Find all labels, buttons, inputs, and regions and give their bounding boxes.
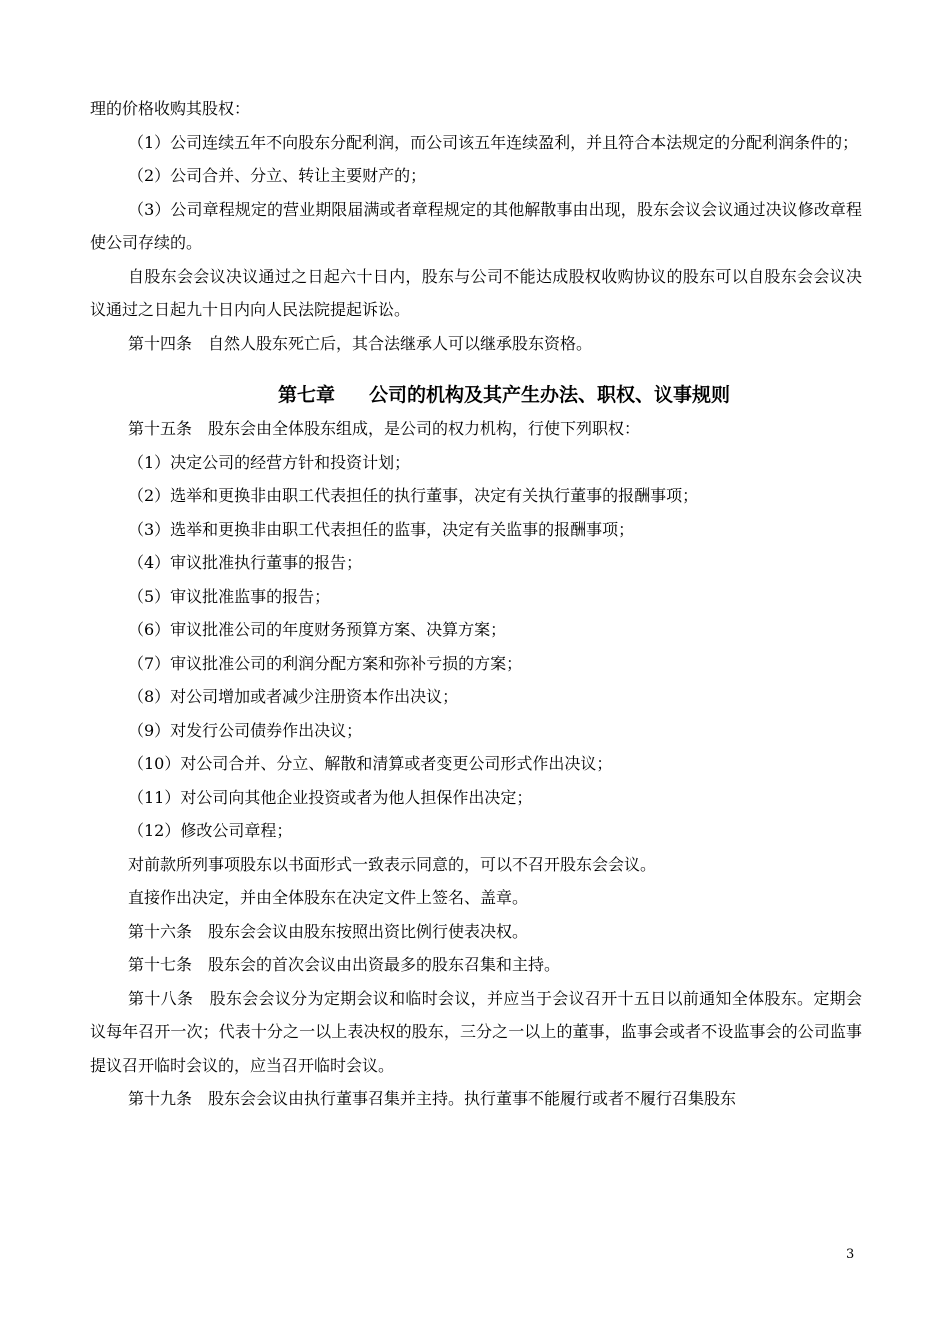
paragraph: （12）修改公司章程； — [128, 821, 293, 840]
paragraph: 第十四条 自然人股东死亡后，其合法继承人可以继承股东资格。 — [128, 333, 593, 353]
paragraph: 理的价格收购其股权： — [90, 99, 251, 118]
paragraph: （3）公司章程规定的营业期限届满或者章程规定的其他解散事由出现，股东会议会议通过决议修改章程使公司存续的。 — [90, 199, 862, 252]
paragraph: 第十八条 股东会会议分为定期会议和临时会议，并应当于会议召开十五日以前通知全体股东。定期会议每年召开一次；代表十分之一以上表决权的股东，三分之一以上的董事，监事会或者不设监事会的公司监事提议召开临时会议的，应当召开临时会议。 — [90, 988, 862, 1075]
paragraph: （3）选举和更换非由职工代表担任的监事，决定有关监事的报酬事项； — [128, 519, 635, 539]
paragraph: 第十七条 股东会的首次会议由出资最多的股东召集和主持。 — [128, 955, 561, 974]
paragraph: 第十六条 股东会会议由股东按照出资比例行使表决权。 — [128, 921, 529, 941]
paragraph: （7）审议批准公司的利润分配方案和弥补亏损的方案； — [128, 653, 523, 673]
paragraph: （1）公司连续五年不向股东分配利润，而公司该五年连续盈利，并且符合本法规定的分配利润条件的； — [128, 132, 859, 152]
paragraph: （4）审议批准执行董事的报告； — [128, 553, 363, 572]
paragraph: （11）对公司向其他企业投资或者为他人担保作出决定； — [128, 787, 533, 807]
paragraphs-after-heading — [90, 412, 862, 1116]
paragraph: 第十九条 股东会会议由执行董事召集并主持。执行董事不能履行或者不履行召集股东 — [128, 1089, 737, 1108]
paragraph: （8）对公司增加或者减少注册资本作出决议； — [128, 687, 459, 706]
paragraph: 直接作出决定，并由全体股东在决定文件上签名、盖章。 — [128, 888, 529, 907]
paragraph: （6）审议批准公司的年度财务预算方案、决算方案； — [128, 620, 507, 639]
paragraph: 第十五条 股东会由全体股东组成，是公司的权力机构，行使下列职权： — [128, 419, 641, 438]
chapter-title: 公司的机构及其产生办法、职权、议事规则 — [369, 384, 731, 406]
paragraph: （10）对公司合并、分立、解散和清算或者变更公司形式作出决议； — [128, 754, 613, 773]
paragraph: （2）公司合并、分立、转让主要财产的； — [128, 166, 427, 185]
paragraph: （9）对发行公司债券作出决议； — [128, 720, 363, 740]
paragraph: （5）审议批准监事的报告； — [128, 586, 331, 606]
paragraph: （2）选举和更换非由职工代表担任的执行董事，决定有关执行董事的报酬事项； — [128, 486, 699, 505]
paragraph: 自股东会会议决议通过之日起六十日内，股东与公司不能达成股权收购协议的股东可以自股东会会议决议通过之日起九十日内向人民法院提起诉讼。 — [90, 266, 862, 319]
page-number: 3 — [846, 1247, 855, 1262]
chapter-heading — [90, 378, 862, 412]
document-body — [90, 92, 862, 1116]
paragraphs-before-heading — [90, 92, 862, 360]
paragraph: 对前款所列事项股东以书面形式一致表示同意的，可以不召开股东会会议。 — [128, 854, 657, 874]
chapter-number: 第七章 — [278, 384, 336, 406]
paragraph: （1）决定公司的经营方针和投资计划； — [128, 452, 411, 472]
